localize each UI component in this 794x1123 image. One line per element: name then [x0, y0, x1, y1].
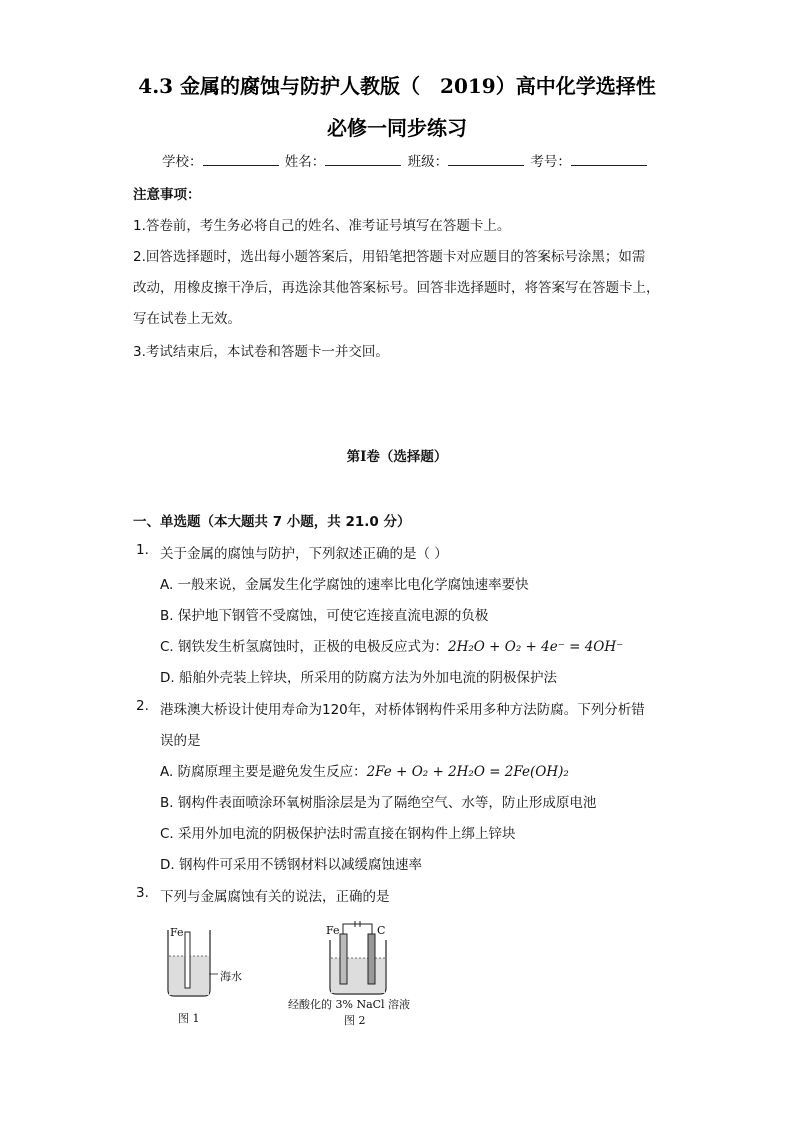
question-stem-line1: 港珠澳大桥设计使用寿命为120年，对桥体钢构件采用多种方法防腐。下列分析错 — [160, 702, 645, 718]
option-c — [160, 635, 623, 655]
notice-item-3: 3.考试结束后，本试卷和答题卡一并交回。 — [133, 344, 389, 360]
fe-electrode — [185, 932, 190, 988]
option-a — [160, 760, 569, 780]
option-d: D. 船舶外壳装上锌块，所采用的防腐方法为外加电流的阴极保护法 — [160, 670, 557, 686]
fig2-caption: 图 2 — [344, 1014, 366, 1027]
fig1-electrode-label: Fe — [170, 926, 184, 939]
option-a: A. 一般来说，金属发生化学腐蚀的速率比电化学腐蚀速率要快 — [160, 577, 529, 593]
option-d: D. 钢构件可采用不锈钢材料以减缓腐蚀速率 — [160, 857, 422, 873]
notice-item-2-line1: 2.回答选择题时，选出每小题答案后，用铅笔把答题卡对应题目的答案标号涂黑；如需 — [133, 249, 646, 265]
school-blank — [203, 153, 279, 166]
section-title: 第Ⅰ卷（选择题） — [346, 449, 448, 465]
notice-heading: 注意事项： — [133, 187, 201, 203]
school-label: 学校： — [162, 154, 203, 170]
question-number: 1. — [136, 542, 149, 558]
exam-no-blank — [571, 153, 647, 166]
notice-item-1: 1.答卷前，考生务必将自己的姓名、准考证号填写在答题卡上。 — [133, 218, 511, 234]
liquid — [331, 958, 385, 993]
name-blank — [325, 153, 401, 166]
option-c: C. 采用外加电流的阴极保护法时需直接在钢构件上绑上锌块 — [160, 826, 516, 842]
fig2-right-label: C — [377, 924, 386, 937]
fig1-caption: 图 1 — [178, 1012, 200, 1025]
class-label: 班级： — [407, 154, 449, 170]
figure-2 — [288, 918, 438, 1028]
option-b: B. 钢构件表面喷涂环氧树脂涂层是为了隔绝空气、水等，防止形成原电池 — [160, 795, 597, 811]
question-stem-line2: 误的是 — [160, 733, 201, 749]
fe-electrode — [340, 934, 347, 984]
page-title-line1: 4.3 金属的腐蚀与防护人教版（ 2019）高中化学选择性 — [138, 74, 656, 98]
fig1-liquid-label: 海水 — [220, 970, 242, 983]
name-label: 姓名： — [284, 154, 326, 170]
notice-item-2-line3: 写在试卷上无效。 — [133, 311, 241, 327]
c-electrode — [368, 934, 375, 984]
option-c-equation: 2H₂O + O₂ + 4e⁻ = 4OH⁻ — [448, 639, 624, 655]
question-number: 3. — [136, 885, 149, 901]
part-heading: 一、单选题（本大题共 7 小题，共 21.0 分） — [133, 514, 411, 530]
notice-item-2-line2: 改动，用橡皮擦干净后，再选涂其他答案标号。回答非选择题时，将答案写在答题卡上， — [133, 280, 660, 296]
class-blank — [448, 153, 524, 166]
question-stem: 下列与金属腐蚀有关的说法，正确的是 — [160, 889, 390, 905]
question-stem: 关于金属的腐蚀与防护，下列叙述正确的是（ ） — [160, 546, 448, 562]
student-info-row — [162, 150, 649, 170]
option-a-equation: 2Fe + O₂ + 2H₂O = 2Fe(OH)₂ — [366, 764, 569, 780]
page-title-line2: 必修一同步练习 — [327, 116, 467, 140]
wire — [343, 924, 372, 934]
option-b: B. 保护地下钢管不受腐蚀，可使它连接直流电源的负极 — [160, 608, 489, 624]
option-c-text: C. 钢铁发生析氢腐蚀时，正极的电极反应式为： — [160, 639, 449, 655]
question-number: 2. — [136, 698, 149, 714]
fig2-left-label: Fe — [326, 924, 340, 937]
figure-1 — [160, 918, 260, 1028]
option-a-text: A. 防腐原理主要是避免发生反应： — [160, 764, 367, 780]
fig2-liquid-label: 经酸化的 3% NaCl 溶液 — [288, 998, 411, 1011]
exam-no-label: 考号： — [530, 154, 571, 170]
